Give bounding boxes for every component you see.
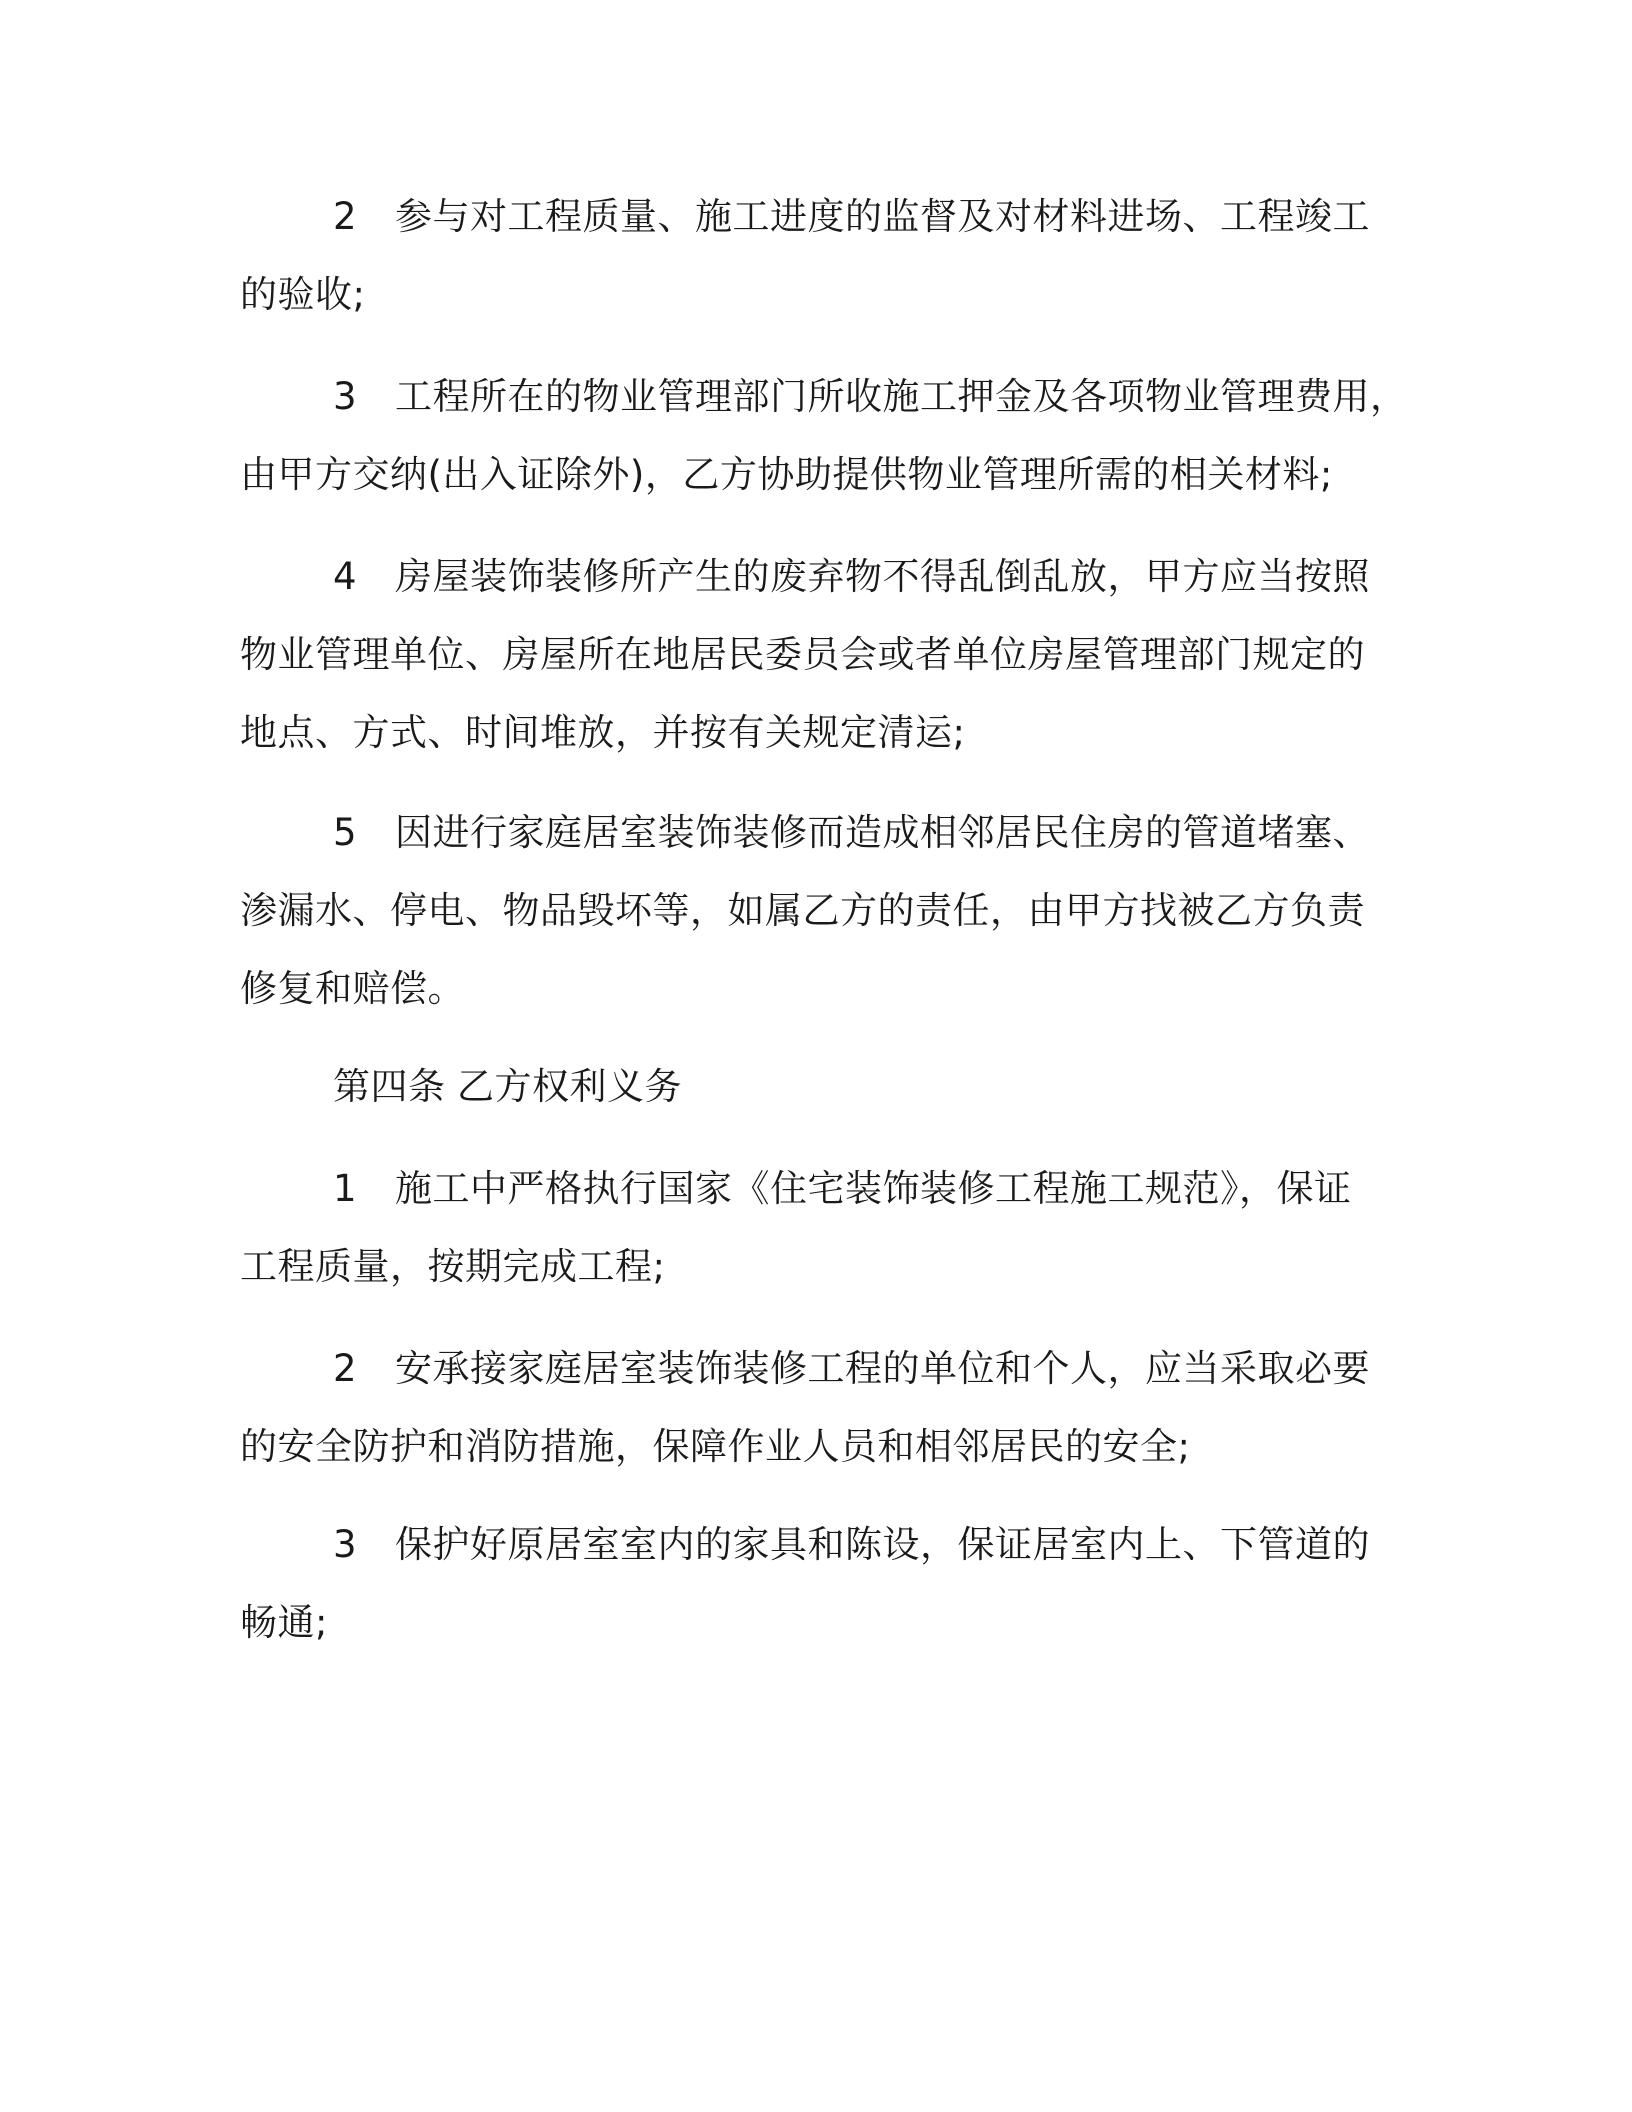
- clause-number: 4: [333, 555, 358, 598]
- clause-paragraph: [240, 358, 1408, 514]
- paragraph-line: 物业管理单位、房屋所在地居民委员会或者单位房屋管理部门规定的: [240, 633, 1365, 676]
- clause-number: 3: [333, 375, 358, 418]
- paragraph-text: 工程所在的物业管理部门所收施工押金及各项物业管理费用，: [395, 375, 1408, 418]
- paragraph-line: 渗漏水、停电、物品毁坏等，如属乙方的责任，由甲方找被乙方负责: [240, 889, 1365, 932]
- clause-paragraph: [240, 1150, 1380, 1306]
- paragraph-text: 参与对工程质量、施工进度的监督及对材料进场、工程竣工: [395, 195, 1370, 238]
- paragraph-first-line: [240, 1506, 1380, 1584]
- clause-paragraph: [240, 1330, 1380, 1486]
- clause-number: 1: [333, 1167, 358, 1210]
- paragraph-line: 工程质量，按期完成工程;: [240, 1245, 666, 1288]
- paragraph-text: 施工中严格执行国家《住宅装饰装修工程施工规范》，保证: [395, 1167, 1352, 1210]
- paragraph-first-line: [240, 794, 1380, 872]
- paragraph-text: 保护好原居室室内的家具和陈设，保证居室内上、下管道的: [395, 1523, 1370, 1566]
- clause-paragraph: [240, 794, 1380, 1028]
- paragraph-first-line: [240, 178, 1380, 256]
- clause-paragraph: [240, 178, 1380, 334]
- paragraph-line: 地点、方式、时间堆放，并按有关规定清运;: [240, 711, 966, 754]
- clause-number: 3: [333, 1523, 358, 1566]
- section-title: 乙方权利义务: [457, 1065, 682, 1108]
- clause-paragraph: [240, 1506, 1380, 1662]
- paragraph-line: 的验收;: [240, 273, 366, 316]
- clause-number: 5: [333, 811, 358, 854]
- paragraph-first-line: [240, 358, 1408, 436]
- paragraph-text: 安承接家庭居室装饰装修工程的单位和个人，应当采取必要: [395, 1347, 1370, 1390]
- section-label: 第四条: [333, 1065, 446, 1108]
- paragraph-line: 的安全防护和消防措施，保障作业人员和相邻居民的安全;: [240, 1425, 1191, 1468]
- paragraph-line: 由甲方交纳(出入证除外)，乙方协助提供物业管理所需的相关材料;: [240, 453, 1333, 496]
- paragraph-line: 修复和赔偿。: [240, 967, 465, 1010]
- clause-paragraph: [240, 538, 1380, 772]
- paragraph-text: 房屋装饰装修所产生的废弃物不得乱倒乱放，甲方应当按照: [395, 555, 1370, 598]
- section-heading: [240, 1048, 1380, 1126]
- paragraph-first-line: [240, 538, 1380, 616]
- paragraph-text: 因进行家庭居室装饰装修而造成相邻居民住房的管道堵塞、: [395, 811, 1370, 854]
- clause-number: 2: [333, 195, 358, 238]
- paragraph-first-line: [240, 1330, 1380, 1408]
- clause-number: 2: [333, 1347, 358, 1390]
- paragraph-first-line: [240, 1150, 1380, 1228]
- paragraph-line: 畅通;: [240, 1601, 328, 1644]
